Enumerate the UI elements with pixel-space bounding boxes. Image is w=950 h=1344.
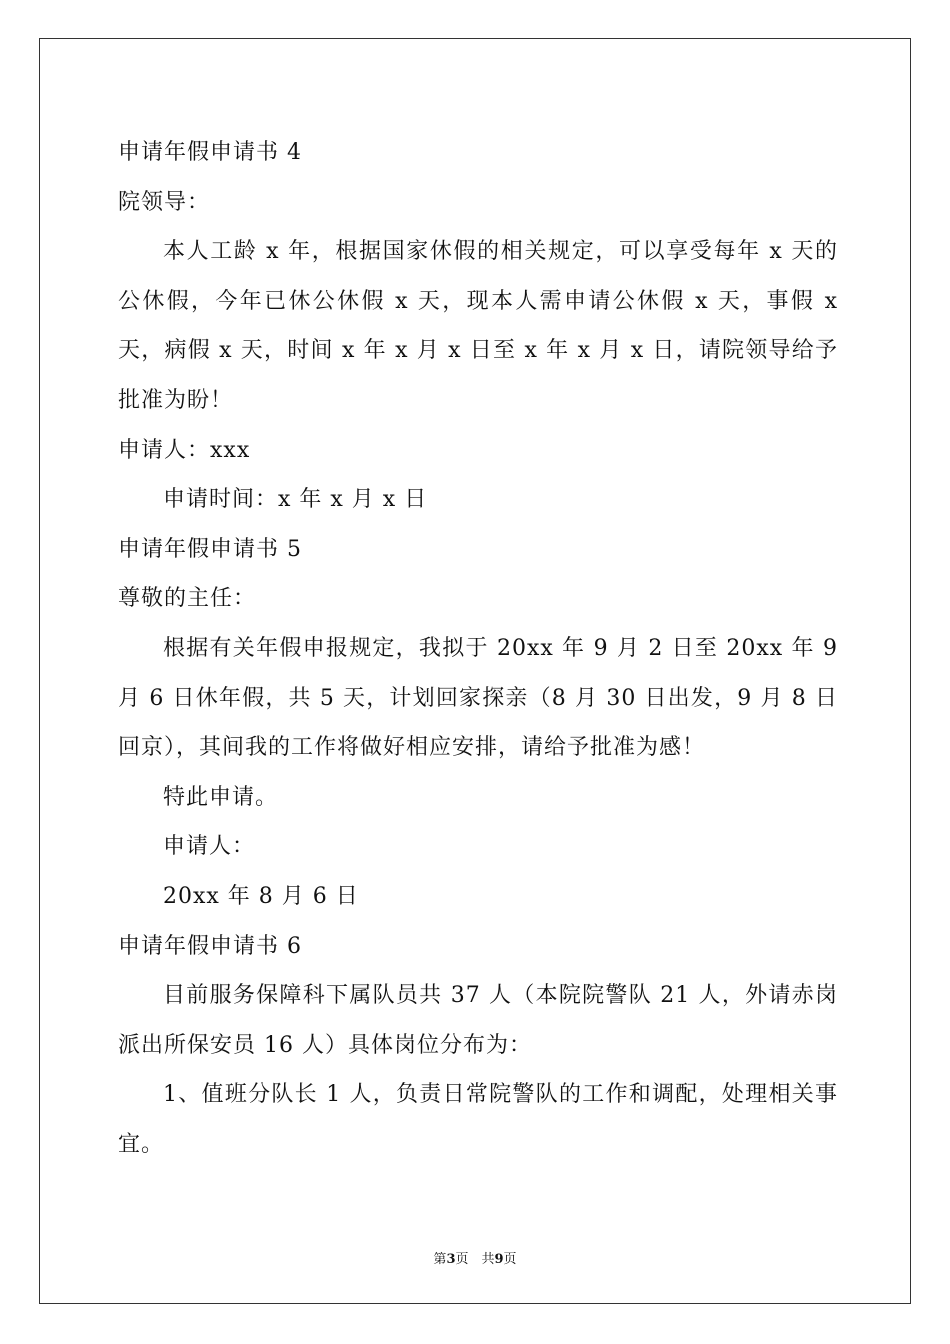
date-line: 20xx 年 8 月 6 日	[163, 883, 359, 909]
footer-suffix: 页	[503, 1252, 517, 1267]
page-footer	[0, 1248, 950, 1267]
applicant-line: 申请人：xxx	[118, 437, 251, 463]
closing-line: 特此申请。	[163, 784, 279, 810]
footer-middle: 页 共	[455, 1252, 495, 1267]
section-title: 申请年假申请书 4	[118, 140, 302, 165]
salutation: 尊敬的主任：	[118, 586, 257, 612]
list-item: 1、值班分队长 1 人，负责日常院警队的工作和调配，处理相关事宜。	[118, 1082, 838, 1157]
body-paragraph: 目前服务保障科下属队员共 37 人（本院院警队 21 人，外请赤岗派出所保安员 16 人）具体岗位分布为：	[118, 983, 838, 1058]
footer-prefix: 第	[433, 1252, 447, 1267]
current-page-number: 3	[446, 1252, 456, 1267]
salutation: 院领导：	[118, 189, 211, 215]
section-title: 申请年假申请书 6	[118, 933, 302, 959]
document-body	[118, 128, 838, 1169]
body-paragraph: 本人工龄 x 年，根据国家休假的相关规定，可以享受每年 x 天的公休假，今年已休公休假 x 天，现本人需申请公休假 x 天，事假 x 天，病假 x 天，时间 x 年 x 月 x 日至 x 年 x 月 x 日，请院领导给予批准为盼！	[118, 239, 838, 413]
body-paragraph: 根据有关年假申报规定，我拟于 20xx 年 9 月 2 日至 20xx 年 9 月 6 日休年假，共 5 天，计划回家探亲（8 月 30 日出发，9 月 8 日回京），其间我的工作将做好相应安排，请给予批准为感！	[118, 635, 838, 761]
applicant-line: 申请人：	[163, 834, 256, 860]
total-page-number: 9	[494, 1252, 504, 1267]
section-title: 申请年假申请书 5	[118, 536, 302, 562]
date-line: 申请时间：x 年 x 月 x 日	[163, 487, 428, 513]
